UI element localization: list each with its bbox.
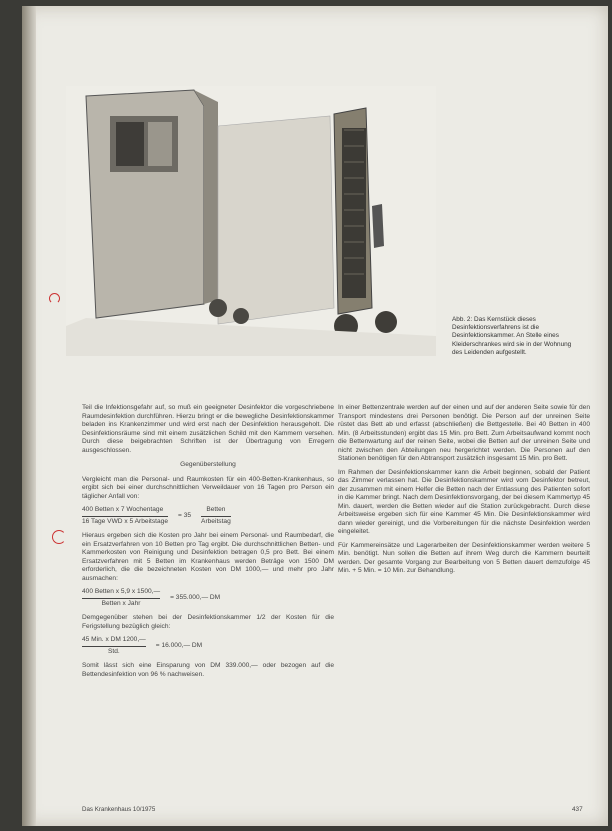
formula-3-equals: = 16.000,— DM — [155, 641, 203, 649]
figure-caption-text: Abb. 2: Das Kernstück dieses Desinfektionsverfahrens ist die Desinfektionskammer. An Stelle eines Kleiderschrankes wird sie in der Wohnung des Leidenden aufgestellt. — [452, 316, 572, 356]
red-pen-mark-top — [49, 293, 60, 304]
document-page — [22, 6, 608, 826]
formula-3-numerator: 45 Min. x DM 1200,— — [82, 636, 146, 647]
formula-annual-cost — [82, 588, 334, 608]
left-paragraph-2: Vergleicht man die Personal- und Raumkosten für ein 400-Betten-Krankenhaus, so ergibt sich bei einer durchschnittlichen Verweildauer von 16 Tagen pro Person ein täglicher Anfall von: — [82, 475, 334, 500]
formula-1-denominator: 16 Tage VWD x 5 Arbeitstage — [82, 517, 169, 525]
left-paragraph-3: Hieraus ergeben sich die Kosten pro Jahr bei einem Personal- und Raumbedarf, die ein Ersatzverfahren von 10 Betten pro Tag ergibt. Die durchschnittlichen Betten- und Kammerkosten von Reinigung und Desinfektion betragen 0,5 pro Bett. Bei einem Ersatzverfahren mit 5 Betten im Krankenhaus werden Beträge von 1500 DM erforderlich, die die bezeichneten Kosten von DM 1000,— und mehr pro Jahr ausmachen: — [82, 532, 334, 582]
right-paragraph-1: In einer Bettenzentrale werden auf der einen und auf der anderen Seite sowie für den Transport mindestens drei Personen benötigt. Die Person auf der unreinen Seite rüstet das Bett ab und erfasst (abschließen) die Bettgestelle. Bei 40 Betten in 400 Min. (8 Arbeitsstunden) ergibt das 15 Min. pro Bett. Zum Arbeitsaufwand kommt noch die Bettenwartung auf der reinen Seite, wobei die Betten auf der unreinen Seite und nicht zwischen den Abteilungen neu hergerichtet werden. Die Personen auf den Stationen benötigen für den Abtransport zusätzlich insgesamt 15 Min. pro Bett. — [338, 404, 590, 462]
formula-1-equals: = 35 — [178, 511, 192, 519]
figure-caption — [452, 316, 582, 357]
formula-2-equals: = 355.000,— DM — [170, 593, 221, 601]
left-paragraph-1: Teil die Infektionsgefahr auf, so muß ein geeigneter Desinfektor die vorgeschriebene Raumdesinfektion durchführen. Hierzu bringt er die bewegliche Desinfektionskammer beladen ins Krankenzimmer und wird erst nach der Desinfektion herausgeholt. Die Desinfektionsräume sind mit einem zusätzlichen Schild mit den Kammern versehen. Durch diese beigebrachten Schriften ist der Übertragung von Erregern ausgeschlossen. — [82, 404, 334, 454]
left-paragraph-4: Demgegenüber stehen bei der Desinfektionskammer 1/2 der Kosten für die Ferigstellung bezüglich gleich: — [82, 614, 334, 630]
page-binding — [22, 6, 36, 826]
formula-1-result-denominator: Arbeitstag — [201, 517, 231, 525]
right-column — [338, 404, 590, 581]
page-number: 437 — [572, 806, 583, 813]
formula-chamber-cost — [82, 636, 334, 656]
formula-1-numerator: 400 Betten x 7 Wochentage — [82, 506, 168, 517]
formula-1-result-numerator: Betten — [201, 506, 231, 517]
formula-3-denominator: Std. — [108, 647, 120, 655]
formula-2-numerator: 400 Betten x 5,9 x 1500,— — [82, 588, 160, 599]
red-pen-mark — [52, 530, 66, 544]
formula-2-denominator: Betten x Jahr — [101, 599, 141, 607]
section-heading: Gegenüberstellung — [180, 461, 236, 468]
journal-footer: Das Krankenhaus 10/1975 — [82, 806, 156, 813]
left-paragraph-5: Somit lässt sich eine Einsparung von DM 339.000,— oder bezogen auf die Bettendesinfektion von 96 % nachweisen. — [82, 662, 334, 678]
formula-beds-per-day — [82, 506, 334, 526]
disinfection-chamber-photo — [66, 86, 436, 356]
right-paragraph-2: Im Rahmen der Desinfektionskammer kann die Arbeit beginnen, sobald der Patient das Zimmer verlassen hat. Die Desinfektionskammer wird vom Desinfektor betreut, der zusammen mit einem Helfer die Betten nach der Entlassung des Patienten sofort in die Kammer bringt. Nach dem Desinfektionsvorgang, der bei diesem Kammertyp 45 Min. dauert, werden die Betten wieder auf die Station zurückgebracht. Durch diese Arbeitsweise ergeben sich für eine Kammer 45 Min. Die Desinfektionskammer wird dann wieder gereinigt, und die Vorbereitungen für die nächste Desinfektion werden eingeleitet. — [338, 468, 590, 535]
right-paragraph-3: Für Kammereinsätze und Lagerarbeiten der Desinfektionskammer werden weitere 5 Min. benötigt. Nun sollen die Betten auf ihrem Weg durch die Kammern beurteilt werden. Der gesamte Vorgang zur Bearbeitung von 5 Betten dauert demzufolge 45 Min. + 5 Min. = 10 Min. zur Behandlung. — [338, 541, 590, 574]
left-column — [82, 404, 334, 684]
